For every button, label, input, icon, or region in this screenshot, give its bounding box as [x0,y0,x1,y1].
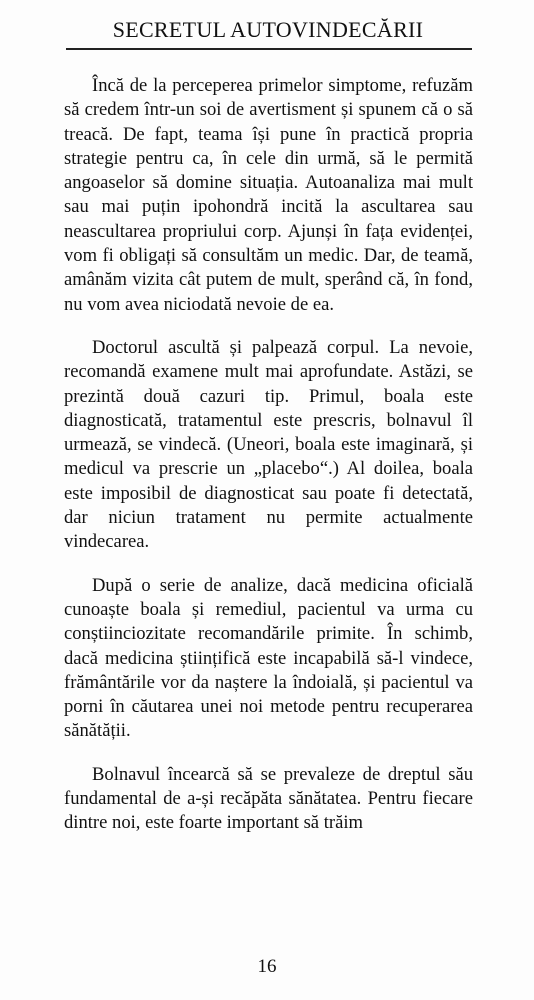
paragraph: Doctorul ascultă și palpează corpul. La nevoie, recomandă examene mult mai aprofundate. Astăzi, se prezintă două cazuri tip. Primul, boala este diagnosticată, tratamentul este prescris, bolnavul îl urmează, se vindecă. (Uneori, boala este imaginară, și medicul va prescrie un „placebo“.) Al doilea, boala este imposibil de diagnosticat sau poate fi detectată, dar niciun tratament nu permite actualmente vindecarea. [64,336,473,553]
page-number: 16 [257,956,277,977]
running-head: SECRETUL AUTOVINDECĂRII [112,17,424,42]
paragraph: Încă de la perceperea primelor simptome, refuzăm să credem într-un soi de avertisment și spunem că o să treacă. De fapt, teama își pune în practică propria strategie pentru ca, în cele din urmă, să le permită angoaselor să domine situația. Autoanaliza mai mult sau mai puțin ipohondră incită la ascultarea sau neascultarea propriului corp. Ajunși în fața evidenței, vom fi obligați să consultăm un medic. Dar, de teamă, amânăm vizita cât putem de mult, sperând că, în fond, nu vom avea niciodată nevoie de ea. [64,75,473,315]
paragraph: După o serie de analize, dacă medicina oficială cunoaște boala și remediul, pacientul va urma cu conștiinciozitate recomandările primite. În schimb, dacă medicina științifică este incapabilă să-l vindece, frământările vor da naștere la îndoială, și pacientul va porni în căutarea unei noi metode pentru recuperarea sănătății. [64,574,473,742]
paragraph: Bolnavul încearcă să se prevaleze de dreptul său fundamental de a-și recăpăta sănătatea. Pentru fiecare dintre noi, este foarte important să trăim [64,763,473,834]
header-rule [66,48,472,50]
body-text [64,74,473,836]
